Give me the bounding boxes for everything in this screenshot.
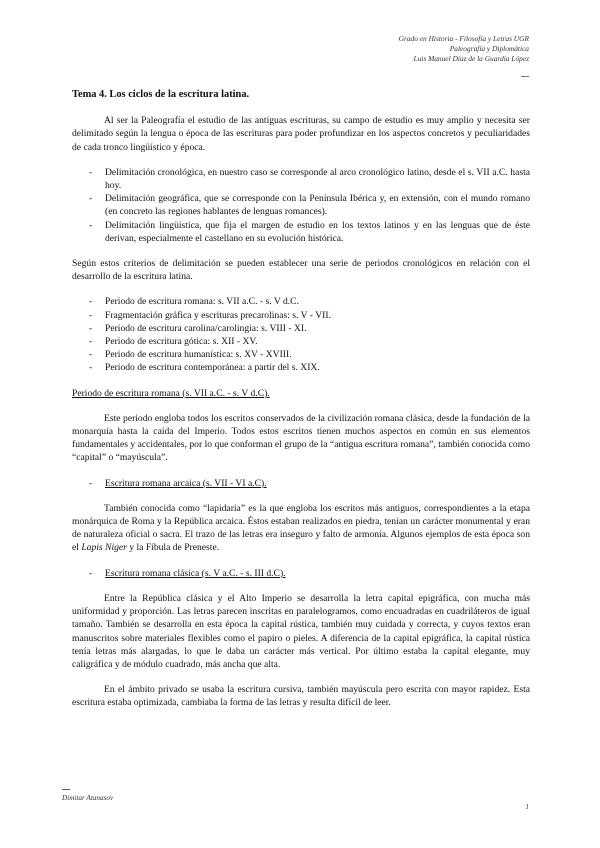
intro-paragraph: Al ser la Paleografía el estudio de las antiguas escrituras, su campo de estudio es muy amplio y necesita ser delimitado según la lengua o época de las escrituras para poder profundizar en los aspectos concretos y peculiaridades de cada tronco lingüístico y época. [72, 115, 530, 153]
archaic-text-b: y la Fíbula de Preneste. [126, 542, 220, 554]
page-header [399, 34, 529, 64]
periods-intro-paragraph: Según estos criterios de delimitación se pueden establecer una serie de periodos cronológicos en relación con el desarrollo de la escritura latina. [72, 258, 530, 283]
document-title: Tema 4. Los ciclos de la escritura latina. [72, 89, 250, 100]
header-rule [521, 76, 529, 77]
header-professor: Luis Manuel Díaz de la Guardia López [413, 54, 529, 63]
page-number: 1 [525, 803, 529, 811]
section-roman-paragraph: Este periodo engloba todos los escritos conservados de la civilización romana clásica, desde la fundación de la monarquía hasta la caída del Imperio. Todos estos escritos tienen muchos aspectos en común en sus elementos fundamentales y accidentales, por lo que conforman el grupo de la “antigua escritura romana”, también conocida como “capital” o “mayúscula”. [72, 412, 530, 464]
lapis-niger-text: Lapis Niger [81, 542, 127, 554]
list-item: - Delimitación geográfica, que se corresponde con la Península Ibérica y, en extensión, con el mundo romano (en concreto las regiones hablantes de lenguas romances). [72, 192, 530, 218]
list-item: - Fragmentación gráfica y escrituras precarolinas: s. V - VII. [72, 309, 530, 322]
dash-marker: - [89, 477, 93, 489]
archaic-paragraph [72, 502, 530, 555]
list-item: - Delimitación cronológica, en nuestro caso se corresponde al arco cronológico latino, desde el s. VII a.C. hasta hoy. [72, 166, 530, 192]
dash-marker: - [89, 567, 93, 579]
archaic-text-a: También conocida como “lapidaria” es la que engloba los escritos más antiguos, correspondientes a la etapa monárquica de Roma y la República arcaica. Éstos estaban realizados en piedra, tenían un carácter monumental y eran de naturaleza oficial o sacra. El trazo de las letras era inseguro y falto de armonía. Algunos ejemplos de esta época son el [72, 502, 530, 554]
subsection-title-text: Escritura romana clásica (s. V a.C. - s. III d.C). [105, 567, 286, 579]
list-item: - Periodo de escritura humanística: s. XV - XVIII. [72, 348, 530, 361]
document-body [72, 88, 530, 710]
list-item: - Delimitación lingüística, que fija el margen de estudio en los textos latinos y en las lenguas que de éste derivan, especialmente el castellano en su evolución histórica. [72, 219, 530, 245]
header-subject: Paleografía y Diplomática [449, 44, 529, 53]
header-degree: Grado en Historia - Filosofía y Letras UGR [398, 34, 529, 43]
footer-rule [62, 789, 70, 790]
list-item: - Periodo de escritura gótica: s. XII - XV. [72, 335, 530, 348]
list-item: - Periodo de escritura contemporánea: a partir del s. XIX. [72, 361, 530, 374]
list-item: - Periodo de escritura romana: s. VII a.C. - s. V d.C. [72, 295, 530, 308]
classic-paragraph-2: En el ámbito privado se usaba la escritura cursiva, también mayúscula pero escrita con mayor rapidez. Esta escritura estaba optimizada, cambiaba la forma de las letras y resulta difícil de leer. [72, 684, 530, 709]
subsection-title-classic [72, 567, 530, 580]
periods-list [72, 295, 530, 374]
subsection-title-text: Escritura romana arcaica (s. VII - VI a.C). [105, 477, 267, 489]
list-item: - Periodo de escritura carolina/carolingia: s. VIII - XI. [72, 322, 530, 335]
footer-author: Dimitar Atanasov [62, 794, 114, 802]
subsection-title-archaic [72, 477, 530, 490]
delimitation-list [72, 166, 530, 245]
section-title-roman: Periodo de escritura romana (s. VII a.C. - s. V d.C). [72, 387, 270, 399]
classic-paragraph-1: Entre la República clásica y el Alto Imperio se desarrolla la letra capital epigráfica, con mucha más uniformidad y proporción. Las letras parecen inscritas en paralelogramos, como encuadradas en cuadriláteros de igual tamaño. También se desarrolla en esta época la capital rústica, también muy cuidada y correcta, y cuyos textos eran manuscritos sobre materiales flexibles como el papiro o pieles. A diferencia de la capital epigráfica, la capital rústica tenía letras más alargadas, lo que le daba un carácter más vertical. Por último estaba la capital elegante, muy caligráfica y de módulo cuadrado, más ancha que alta. [72, 592, 530, 670]
